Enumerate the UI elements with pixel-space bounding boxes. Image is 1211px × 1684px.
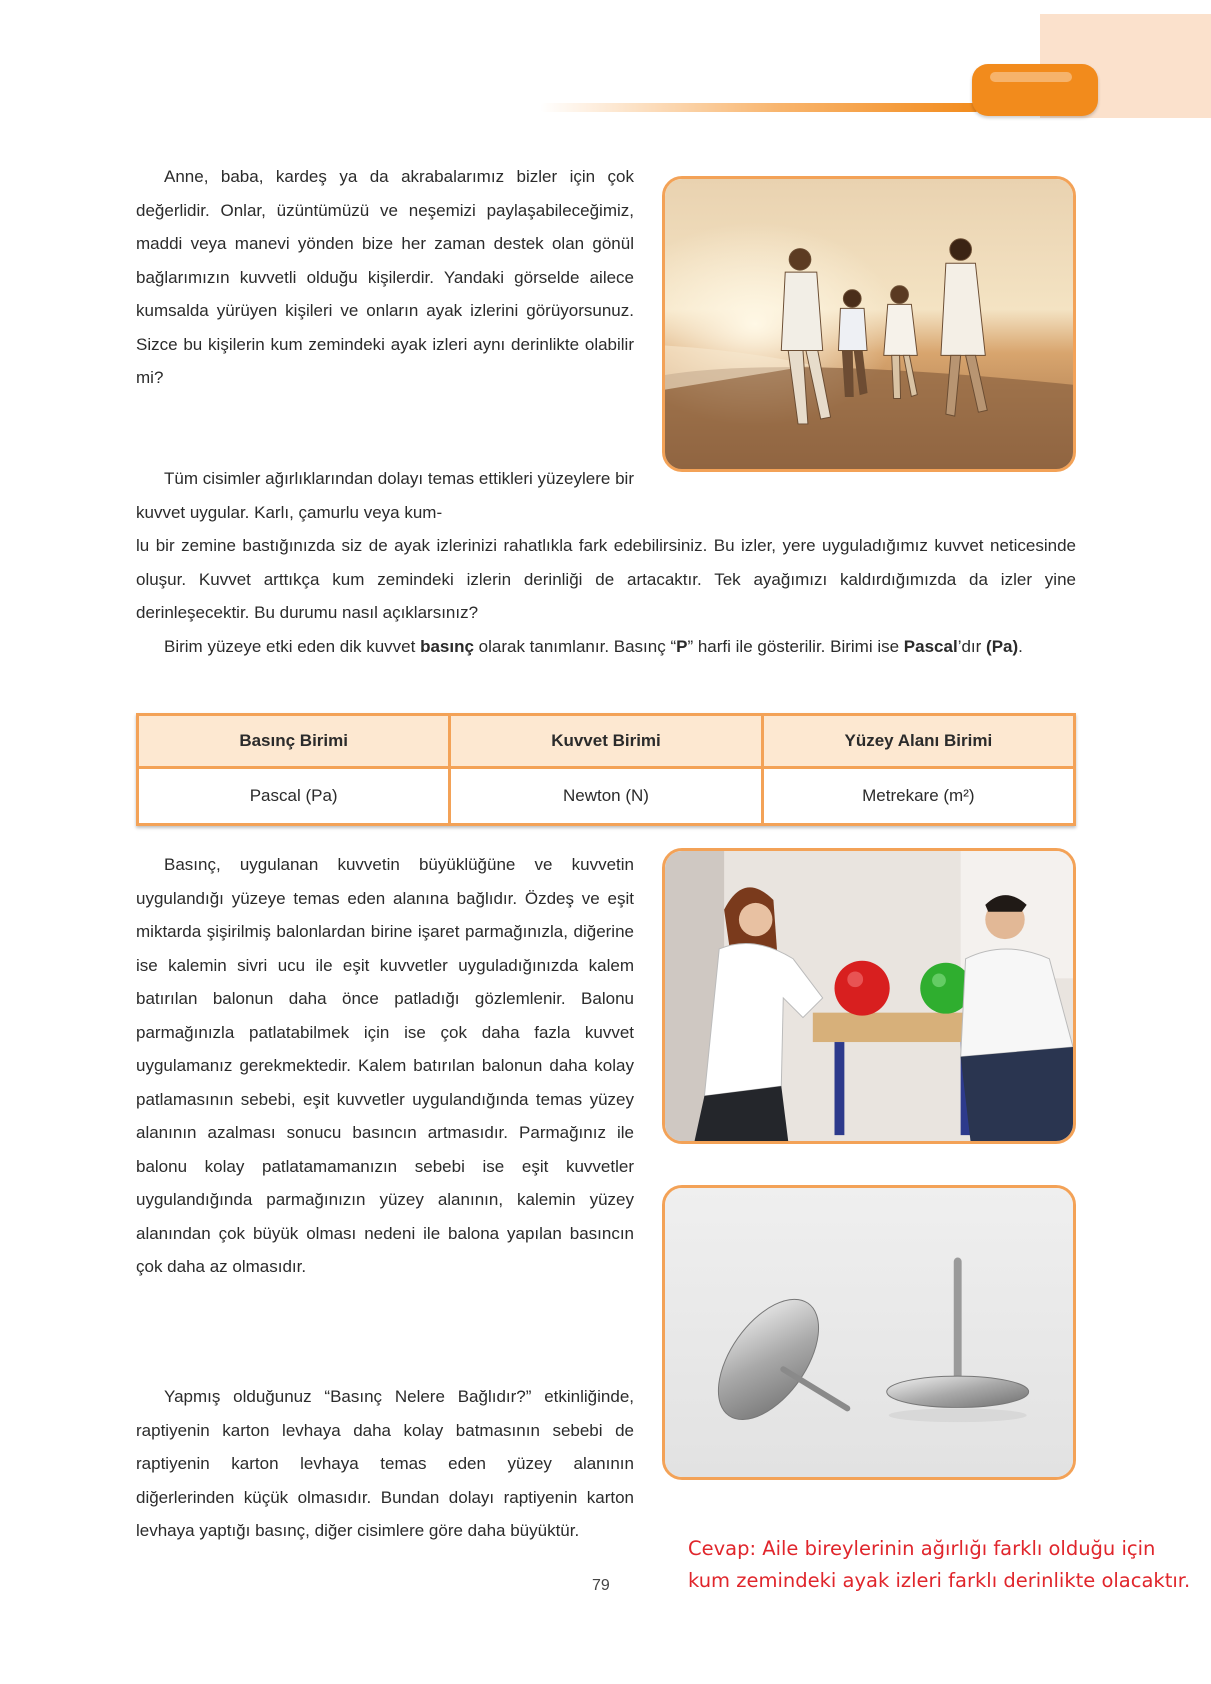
thumbtack-paragraph: Yapmış olduğunuz “Basınç Nelere Bağlıdır?” etkinliğinde, raptiyenin karton levhaya daha kolay batmasının sebebi de raptiyenin karton levhaya temas eden yüzey alanının diğerlerinden küçük olmasıdır. Bundan dolayı raptiyenin karton levhaya yaptığı basınç, diğer cisimlere göre daha büyüktür. bbox=[136, 1387, 634, 1540]
term-pressure: basınç bbox=[420, 637, 474, 656]
weight-paragraph-continued: lu bir zemine bastığınızda siz de ayak izlerinizi rahatlıkla fark edebilirsiniz. Bu izler, yere uyguladığımız kuvvet neticesinde oluşur. Kuvvet arttıkça kum zemindeki izlerin derinliği de artacaktır. Tek ayağımızı kaldırdığımızda da izler yine derinleşecektir. Bu durumu nasıl açıklarsınız? bbox=[136, 536, 1076, 622]
definition-text-5: . bbox=[1018, 637, 1023, 656]
definition-text-2: olarak tanımlanır. Basınç “ bbox=[473, 637, 677, 656]
page-number: 79 bbox=[592, 1577, 610, 1594]
thumbtacks-photo bbox=[662, 1185, 1076, 1480]
definition-text-4: ’dır bbox=[957, 637, 987, 656]
cell-newton: Newton (N) bbox=[450, 768, 762, 825]
units-table-header-row bbox=[138, 715, 1075, 768]
cell-pascal: Pascal (Pa) bbox=[138, 768, 450, 825]
definition-text-3: ” harfi ile gösterilir. Birimi ise bbox=[687, 637, 904, 656]
balloon-experiment-photo bbox=[662, 848, 1076, 1144]
balloon-paragraph: Basınç, uygulanan kuvvetin büyüklüğüne ve kuvvetin uygulandığı yüzeye temas eden alanına bağlıdır. Özdeş ve eşit miktarda şişirilmiş balonlardan birine işaret parmağınızla, diğerine ise kalemin sivri ucu ile eşit kuvvetler uyguladığınızda kalem batırılan balonun daha önce patladığı gözlemlenir. Balonu parmağınızla patlatabilmek için ise çok daha fazla kuvvet uygulamanız gerekmektedir. Kalem batırılan balonun daha kolay patlamasının sebebi, eşit kuvvetler uygulandığında temas yüzey alanının azalması sonucu basıncın artmasıdır. Parmağınız ile balonu kolay patlatamamanızın sebebi ise eşit kuvvetler uygulandığında parmağınızın yüzey alanının, kalemin yüzey alanından çok büyük olması nedeni ile balona yapılan basıncın çok daha az olmasıdır. bbox=[136, 855, 634, 1276]
unit-pa-symbol: (Pa) bbox=[986, 637, 1019, 656]
header-pressure-unit: Basınç Birimi bbox=[138, 715, 450, 768]
header-tab-pill bbox=[972, 64, 1098, 116]
answer-note: Cevap: Aile bireylerinin ağırlığı farklı olduğu için kum zemindeki ayak izleri farklı derinlikte olacaktır. bbox=[688, 1537, 1191, 1592]
family-beach-photo bbox=[662, 176, 1076, 472]
header-force-unit: Kuvvet Birimi bbox=[450, 715, 762, 768]
cell-square-meter: Metrekare (m²) bbox=[762, 768, 1074, 825]
symbol-p: P bbox=[676, 637, 688, 656]
units-table-row bbox=[138, 768, 1075, 825]
header-gradient-line bbox=[540, 103, 980, 112]
weight-paragraph-start: Tüm cisimler ağırlıklarından dolayı temas ettikleri yüzeylere bir kuvvet uygular. Karlı, çamurlu veya kum- bbox=[136, 469, 634, 522]
header-area-unit: Yüzey Alanı Birimi bbox=[762, 715, 1074, 768]
pressure-definition-paragraph bbox=[136, 630, 1076, 664]
units-table bbox=[136, 713, 1076, 826]
unit-pascal: Pascal bbox=[903, 637, 958, 656]
definition-text-1: Birim yüzeye etki eden dik kuvvet bbox=[164, 637, 421, 656]
intro-paragraph: Anne, baba, kardeş ya da akrabalarımız bizler için çok değerlidir. Onlar, üzüntümüzü ve neşemizi paylaşabileceğimiz, maddi veya manevi yönden bize her zaman destek olan gönül bağlarımızın kuvvetli olduğu kişilerdir. Yandaki görselde ailece kumsalda yürüyen kişileri ve onların ayak izlerini görüyorsunuz. Sizce bu kişilerin kum zemindeki ayak izleri aynı derinlikte olabilir mi? bbox=[136, 167, 634, 387]
